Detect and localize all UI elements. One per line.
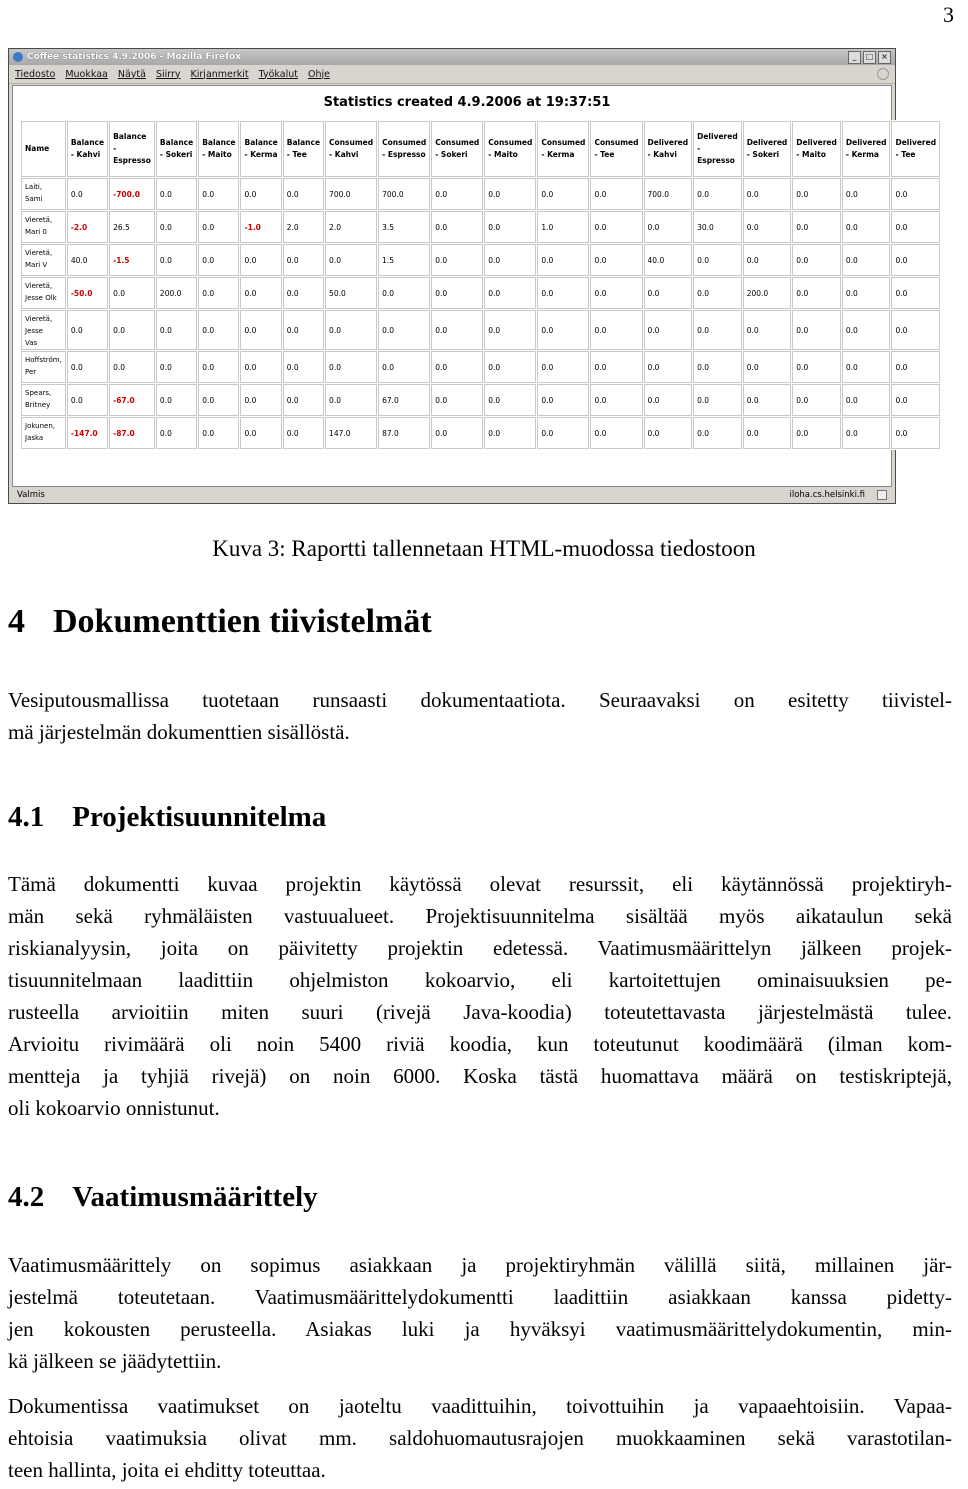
value-cell: 0.0 [792,351,841,383]
text-line: Dokumentissa vaatimukset on jaoteltu vaadittuihin, toivottuihin ja vapaaehtoisiin. Vapaa- [8,1394,952,1418]
text-line: män sekä ryhmäläisten vastuualueet. Projektisuunnitelma sisältää myös aikataulun sekä [8,904,952,928]
value-cell: 0.0 [693,384,742,416]
value-cell: 0.0 [537,178,589,210]
value-cell: 0.0 [484,178,536,210]
value-cell: 200.0 [156,277,197,309]
status-host: iloha.cs.helsinki.fi [789,490,865,500]
value-cell: 0.0 [891,351,940,383]
table-header-row [21,121,940,177]
person-name-text: Per [25,368,37,376]
menu-item-siirry: Siirry [155,68,181,80]
column-header-text: Consumed [594,138,639,147]
column-header [891,121,940,177]
person-name-text: Vieretä, [25,282,53,290]
subsection-title: Vaatimusmäärittely [72,1181,318,1213]
value-cell: 0.0 [537,351,589,383]
menu-item-ohje: Ohje [307,68,330,80]
value-cell: 40.0 [644,244,693,276]
text-line: Vaatimusmäärittely on sopimus asiakkaan ja projektiryhmän välillä siitä, millainen jär- [8,1253,952,1277]
value-cell: 0.0 [891,211,940,243]
value-cell: -2.0 [67,211,108,243]
value-cell: 0.0 [156,384,197,416]
value-cell: 0.0 [842,417,891,449]
table-row [21,178,940,210]
table-row [21,211,940,243]
value-cell: 0.0 [644,384,693,416]
section-title: Dokumenttien tiivistelmät [53,603,432,640]
column-header-text: - Maito [796,150,826,159]
browser-statusbar [9,487,895,503]
value-cell: 0.0 [431,310,483,350]
column-header-text: - Sokeri [159,150,193,159]
table-row [21,384,940,416]
column-header-text: - Kahvi [647,150,677,159]
text-line: riskianalyysin, joita on päivitetty projektin edetessä. Vaatimusmäärittelyn jälkeen projek- [8,936,952,960]
person-name-text: Vieretä, [25,216,53,224]
value-cell: 0.0 [590,178,642,210]
value-cell: 0.0 [378,351,430,383]
value-cell: 0.0 [325,351,377,383]
column-header-text: - Kerma [541,150,575,159]
value-cell: 0.0 [590,417,642,449]
person-name-text: Jaska [25,434,44,442]
column-header [378,121,430,177]
value-cell: 0.0 [792,384,841,416]
value-cell: 0.0 [590,277,642,309]
value-cell: 0.0 [842,351,891,383]
table-row [21,244,940,276]
value-cell: 0.0 [109,310,155,350]
value-cell: 0.0 [693,417,742,449]
section-number: 4 [8,603,25,640]
value-cell: 0.0 [590,351,642,383]
value-cell: 0.0 [484,417,536,449]
value-cell: 700.0 [325,178,377,210]
value-cell: 0.0 [792,417,841,449]
value-cell: 0.0 [693,277,742,309]
column-header-text: - Sokeri [746,150,780,159]
text-line: mentteja ja tyhjiä rivejä) on noin 6000. Koska tästä huomattava määrä on testiskriptejä, [8,1064,952,1088]
column-header [325,121,377,177]
column-header [792,121,841,177]
value-cell: -67.0 [109,384,155,416]
column-header-text: - [697,144,701,153]
person-name-text: Mari V [25,261,48,269]
value-cell: 0.0 [537,417,589,449]
browser-titlebar [9,49,895,65]
subsection-heading-projektisuunnitelma [8,801,326,834]
value-cell: 50.0 [325,277,377,309]
value-cell: 0.0 [156,211,197,243]
value-cell: 0.0 [891,178,940,210]
value-cell: 0.0 [431,211,483,243]
column-header-text: - Tee [286,150,307,159]
status-text: Valmis [17,490,45,500]
value-cell: 0.0 [792,277,841,309]
person-name-cell [21,277,66,309]
browser-menubar [9,65,895,84]
text-line: oli kokoarvio onnistunut. [8,1096,220,1120]
value-cell: 0.0 [644,211,693,243]
menu-item-muokkaa: Muokkaa [65,68,108,80]
value-cell: 0.0 [484,277,536,309]
value-cell: 0.0 [644,277,693,309]
value-cell: 0.0 [644,417,693,449]
value-cell: 0.0 [743,178,792,210]
column-header [67,121,108,177]
value-cell: 0.0 [891,310,940,350]
window-title: Coffee statistics 4.9.2006 - Mozilla Firefox [27,52,242,62]
table-body [21,178,940,449]
value-cell: 0.0 [240,351,281,383]
column-header [590,121,642,177]
text-line: tisuunnitelmaan laadittiin ohjelmiston kokoarvio, eli kartoitettujen ominaisuuksien pe- [8,968,952,992]
value-cell: 0.0 [693,351,742,383]
value-cell: 0.0 [842,211,891,243]
value-cell: 67.0 [378,384,430,416]
person-name-cell [21,211,66,243]
column-header-text: Delivered [697,132,738,141]
column-header-text: Espresso [113,156,151,165]
value-cell: 0.0 [431,178,483,210]
column-header-text: - Kerma [845,150,879,159]
statistics-table [20,120,941,450]
text-line: rusteella arvioitiin miten suuri (rivejä Java-koodia) toteutettavasta järjestelmästä tulee. [8,1000,952,1024]
column-header [484,121,536,177]
value-cell: 0.0 [156,178,197,210]
value-cell: 0.0 [283,244,324,276]
value-cell: 0.0 [67,384,108,416]
column-header-text: Name [25,144,50,153]
value-cell: 0.0 [378,277,430,309]
browser-content [12,85,937,487]
table-row [21,277,940,309]
value-cell: 0.0 [431,351,483,383]
subsection-heading-vaatimusmaarittely [8,1181,318,1214]
column-header [693,121,742,177]
value-cell: 200.0 [743,277,792,309]
value-cell: 0.0 [325,384,377,416]
maximize-icon: □ [863,51,876,64]
person-name-cell [21,351,66,383]
person-name-cell [21,417,66,449]
person-name-cell [21,384,66,416]
value-cell: 0.0 [590,211,642,243]
column-header-text: Consumed [329,138,374,147]
text-line: Arvioitu rivimäärä oli noin 5400 riviä koodia, kun toteutunut koodimäärä (ilman kom- [8,1032,952,1056]
column-header [743,121,792,177]
value-cell: 0.0 [743,417,792,449]
value-cell: 0.0 [431,384,483,416]
value-cell: 700.0 [644,178,693,210]
value-cell: 0.0 [283,277,324,309]
column-header-text: Delivered [895,138,937,147]
person-name-text: Jesse Olk [25,294,57,302]
value-cell: 0.0 [842,310,891,350]
person-name-text: Sami [25,195,43,203]
throbber-icon [877,68,889,80]
column-header [644,121,693,177]
menu-item-tyokalut: Työkalut [258,68,298,80]
value-cell: 0.0 [537,384,589,416]
person-name-text: Jesse [25,327,43,335]
value-cell: 87.0 [378,417,430,449]
value-cell: 0.0 [891,244,940,276]
value-cell: 0.0 [644,351,693,383]
value-cell: 0.0 [842,178,891,210]
text-line: kä jälkeen se jäädytettiin. [8,1349,222,1373]
value-cell: 0.0 [590,244,642,276]
value-cell: 0.0 [67,310,108,350]
column-header-text: - Espresso [382,150,426,159]
value-cell: 0.0 [792,244,841,276]
column-header [109,121,155,177]
person-name-text: Spears, [25,389,52,397]
value-cell: 0.0 [842,277,891,309]
column-header [21,121,66,177]
figure-caption: Kuva 3: Raportti tallennetaan HTML-muodossa tiedostoon [212,536,756,561]
value-cell: 0.0 [67,351,108,383]
value-cell: 0.0 [198,178,239,210]
value-cell: 0.0 [378,310,430,350]
value-cell: 1.0 [537,211,589,243]
table-row [21,417,940,449]
person-name-cell [21,178,66,210]
text-line: jen kokousten perusteella. Asiakas luki ja hyväksyi vaatimusmäärittelydokumentin, min- [8,1317,952,1341]
value-cell: 0.0 [198,277,239,309]
value-cell: 40.0 [67,244,108,276]
column-header-text: Balance - [113,132,147,153]
value-cell: 0.0 [198,351,239,383]
value-cell: 0.0 [325,244,377,276]
subsection-number: 4.1 [8,801,45,833]
value-cell: 26.5 [109,211,155,243]
value-cell: 0.0 [240,310,281,350]
value-cell: 0.0 [67,178,108,210]
value-cell: 0.0 [484,384,536,416]
column-header [283,121,324,177]
column-header [198,121,239,177]
value-cell: 0.0 [693,310,742,350]
value-cell: 0.0 [283,351,324,383]
column-header-text: - Sokeri [435,150,468,159]
value-cell: -147.0 [67,417,108,449]
browser-window-screenshot [8,48,937,504]
value-cell: -700.0 [109,178,155,210]
column-header-text: - Maito [488,150,518,159]
value-cell: 0.0 [537,244,589,276]
column-header-text: Consumed [382,138,427,147]
column-header [537,121,589,177]
value-cell: 0.0 [590,384,642,416]
value-cell: 0.0 [743,351,792,383]
security-lock-icon [877,490,887,500]
value-cell: 700.0 [378,178,430,210]
value-cell: -50.0 [67,277,108,309]
column-header [431,121,483,177]
value-cell: 0.0 [743,310,792,350]
value-cell: 0.0 [693,178,742,210]
column-header [156,121,197,177]
value-cell: 0.0 [109,277,155,309]
text-line: mä järjestelmän dokumenttien sisällöstä. [8,720,350,744]
value-cell: 0.0 [283,384,324,416]
value-cell: 0.0 [842,244,891,276]
value-cell: 3.5 [378,211,430,243]
firefox-icon [13,52,23,62]
value-cell: 0.0 [325,310,377,350]
value-cell: 0.0 [484,351,536,383]
report-title: Statistics created 4.9.2006 at 19:37:51 [323,95,611,110]
person-name-cell [21,244,66,276]
value-cell: 1.5 [378,244,430,276]
value-cell: 2.0 [283,211,324,243]
menu-item-nayta: Näytä [117,68,146,80]
column-header-text: Consumed [541,138,586,147]
person-name-text: Jokunen, [25,422,56,430]
column-header-text: - Kahvi [329,150,359,159]
person-name-text: Mari 0 [25,228,47,236]
subsection-title: Projektisuunnitelma [72,801,327,833]
value-cell: 0.0 [198,310,239,350]
value-cell: 0.0 [198,417,239,449]
column-header-text: Espresso [697,156,735,165]
minimize-icon: _ [848,51,861,64]
value-cell: 0.0 [792,310,841,350]
value-cell: 0.0 [240,244,281,276]
value-cell: 0.0 [240,178,281,210]
text-line: teen hallinta, joita ei ehditty toteuttaa. [8,1458,326,1482]
value-cell: 0.0 [156,244,197,276]
value-cell: 147.0 [325,417,377,449]
column-header-text: Balance [286,138,321,147]
value-cell: 0.0 [484,244,536,276]
column-header-text: Balance [244,138,278,147]
value-cell: 0.0 [537,277,589,309]
section-intro-paragraph [8,684,952,748]
column-header-text: Balance [202,138,236,147]
value-cell: 0.0 [792,211,841,243]
paragraph-vaatimusmaarittely-2 [8,1390,952,1486]
value-cell: 0.0 [484,211,536,243]
value-cell: 0.0 [156,417,197,449]
value-cell: 0.0 [198,211,239,243]
value-cell: 0.0 [431,244,483,276]
column-header-text: - Tee [895,150,916,159]
value-cell: 0.0 [198,384,239,416]
column-header-text: Delivered [845,138,887,147]
column-header-text: Delivered [796,138,837,147]
person-name-text: Laiti, [25,183,43,191]
value-cell: 0.0 [240,417,281,449]
text-line: Tämä dokumentti kuvaa projektin käytössä olevat resurssit, eli käytännössä projektiryh- [8,872,952,896]
table-row [21,351,940,383]
text-line: jestelmä toteutetaan. Vaatimusmäärittelydokumentti laadittiin asiakkaan kanssa pidetty- [8,1285,952,1309]
value-cell: 0.0 [109,351,155,383]
table-row [21,310,940,350]
value-cell: 0.0 [842,384,891,416]
text-line: Vesiputousmallissa tuotetaan runsaasti dokumentaatiota. Seuraavaksi on esitetty tiivistel- [8,688,952,712]
value-cell: 0.0 [891,384,940,416]
value-cell: 0.0 [891,277,940,309]
value-cell: 0.0 [693,244,742,276]
value-cell: 0.0 [156,310,197,350]
value-cell: 0.0 [743,244,792,276]
subsection-number: 4.2 [8,1181,45,1213]
column-header-text: Balance [159,138,194,147]
person-name-text: Vas [25,339,38,347]
value-cell: 0.0 [156,351,197,383]
column-header-text: Consumed [435,138,480,147]
page-number: 3 [943,2,954,27]
value-cell: 0.0 [484,310,536,350]
column-header-text: Balance [70,138,105,147]
value-cell: 0.0 [431,417,483,449]
value-cell: 0.0 [240,277,281,309]
person-name-text: Hoffström, [25,356,62,364]
value-cell: 0.0 [283,310,324,350]
column-header-text: - Maito [202,150,232,159]
value-cell: -1.0 [240,211,281,243]
section-heading [8,603,432,641]
column-header-text: - Tee [594,150,615,159]
value-cell: 0.0 [198,244,239,276]
value-cell: -87.0 [109,417,155,449]
value-cell: 0.0 [891,417,940,449]
value-cell: 0.0 [431,277,483,309]
paragraph-vaatimusmaarittely-1 [8,1249,952,1377]
value-cell: 0.0 [590,310,642,350]
person-name-text: Vieretä, [25,249,53,257]
value-cell: 0.0 [283,417,324,449]
value-cell: 0.0 [240,384,281,416]
person-name-text: Vieretä, [25,315,53,323]
column-header-text: - Kahvi [70,150,101,159]
value-cell: 0.0 [743,211,792,243]
value-cell: 2.0 [325,211,377,243]
person-name-cell [21,310,66,350]
close-icon: × [878,51,891,64]
column-header [842,121,891,177]
column-header-text: Delivered [746,138,788,147]
value-cell: 0.0 [283,178,324,210]
value-cell: 0.0 [644,310,693,350]
column-header-text: Delivered [647,138,689,147]
menu-item-tiedosto: Tiedosto [15,68,56,80]
column-header-text: - Kerma [244,150,278,159]
paragraph-projektisuunnitelma [8,868,952,1124]
value-cell: 30.0 [693,211,742,243]
value-cell: 0.0 [792,178,841,210]
text-line: ehtoisia vaatimuksia olivat mm. saldohuomautusrajojen muokkaaminen sekä varastotilan- [8,1426,952,1450]
column-header-text: Consumed [488,138,533,147]
person-name-text: Britney [25,401,51,409]
column-header [240,121,281,177]
value-cell: 0.0 [537,310,589,350]
value-cell: 0.0 [743,384,792,416]
menu-item-kirjanmerkit: Kirjanmerkit [190,68,249,80]
value-cell: -1.5 [109,244,155,276]
